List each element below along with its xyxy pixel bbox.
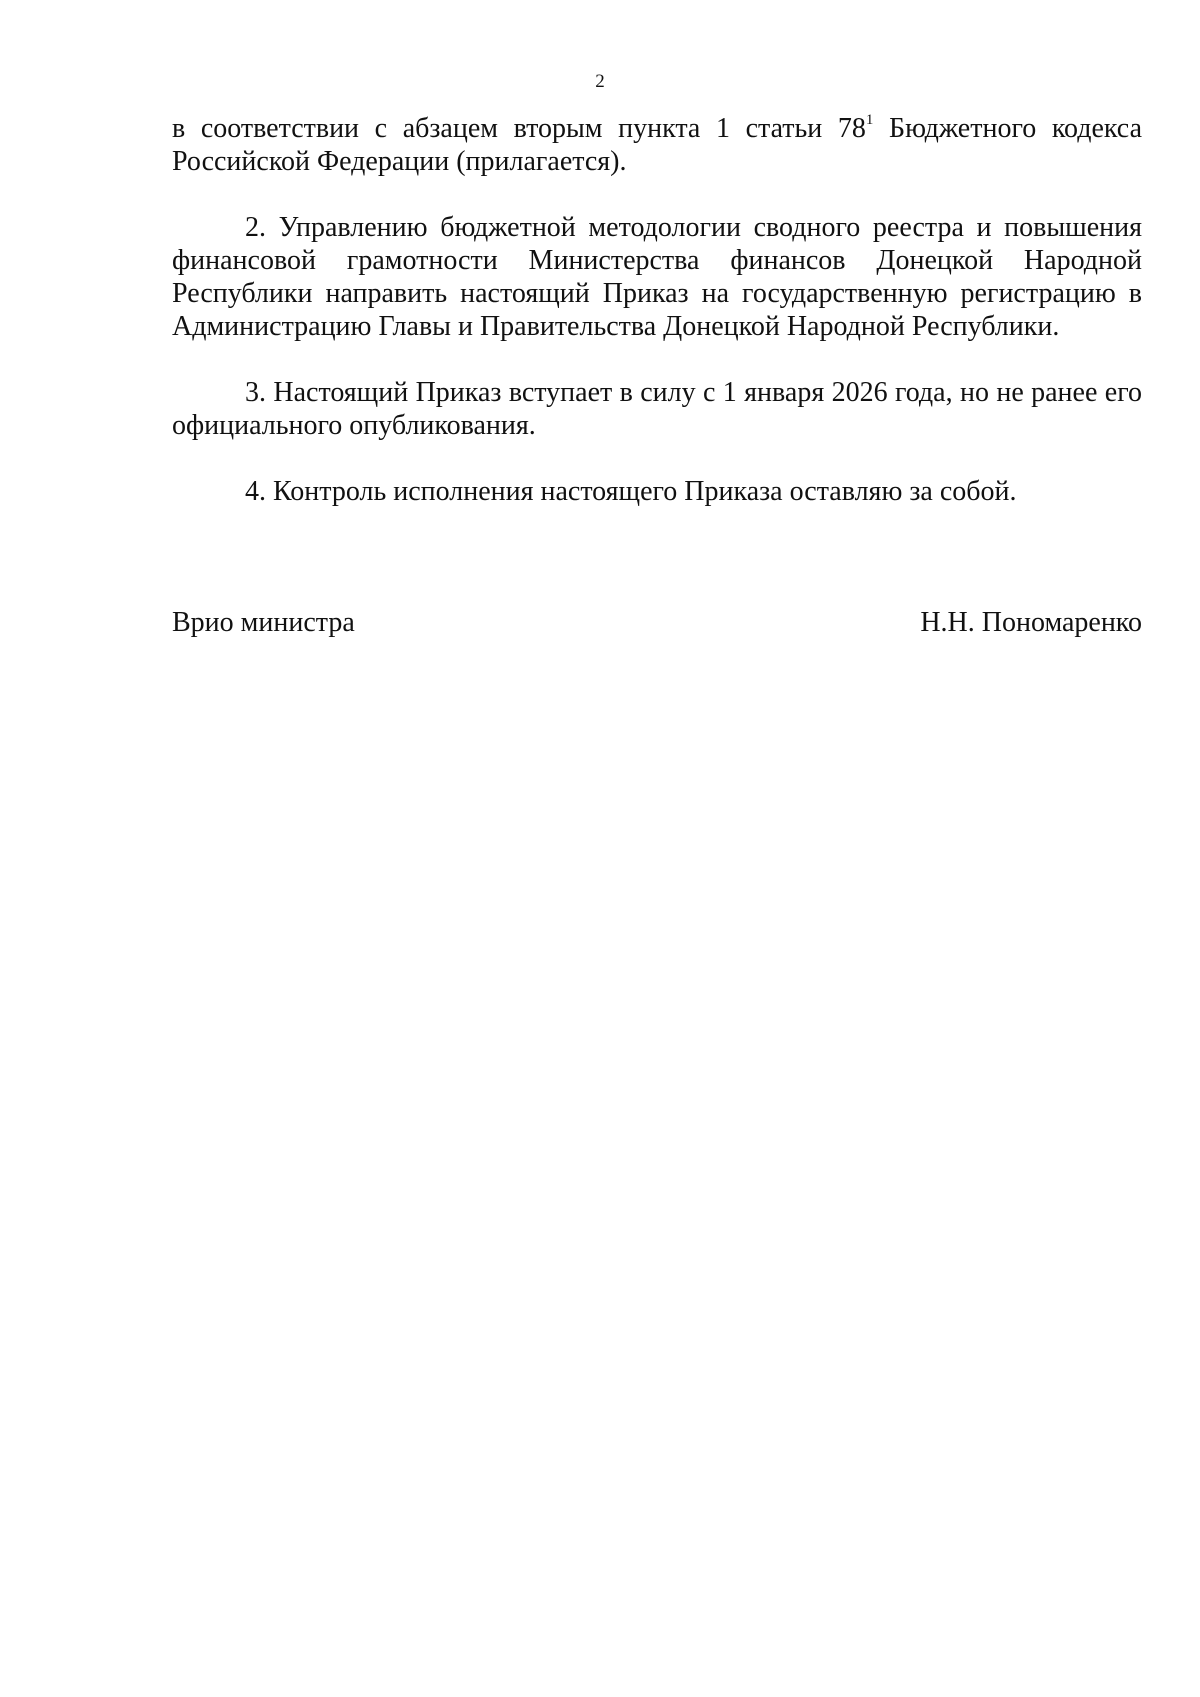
signature-block [172, 606, 1142, 639]
paragraph-continuation-text-end: Бюджетного кодекса Российской Федерации (прилагается). [172, 113, 1143, 177]
paragraph-item-2: 2. Управлению бюджетной методологии сводного реестра и повышения финансовой грамотности Министерства финансов Донецкой Народной Республики направить настоящий Приказ на государственную регистрацию в Администрацию Главы и Правительства Донецкой Народной Республики. [172, 212, 1142, 342]
page-number: 2 [595, 71, 605, 92]
paragraph-continuation [172, 112, 1142, 178]
document-body [172, 112, 1142, 541]
article-superscript: 1 [865, 111, 874, 128]
signatory-position: Врио министра [172, 607, 355, 638]
paragraph-continuation-text: в соответствии с абзацем вторым пункта 1 статьи 78 [172, 113, 866, 144]
paragraph-item-4: 4. Контроль исполнения настоящего Приказа оставляю за собой. [245, 476, 1017, 507]
signatory-name: Н.Н. Пономаренко [920, 607, 1142, 638]
paragraph-item-3: 3. Настоящий Приказ вступает в силу с 1 января 2026 года, но не ранее его официального опубликования. [172, 377, 1142, 441]
